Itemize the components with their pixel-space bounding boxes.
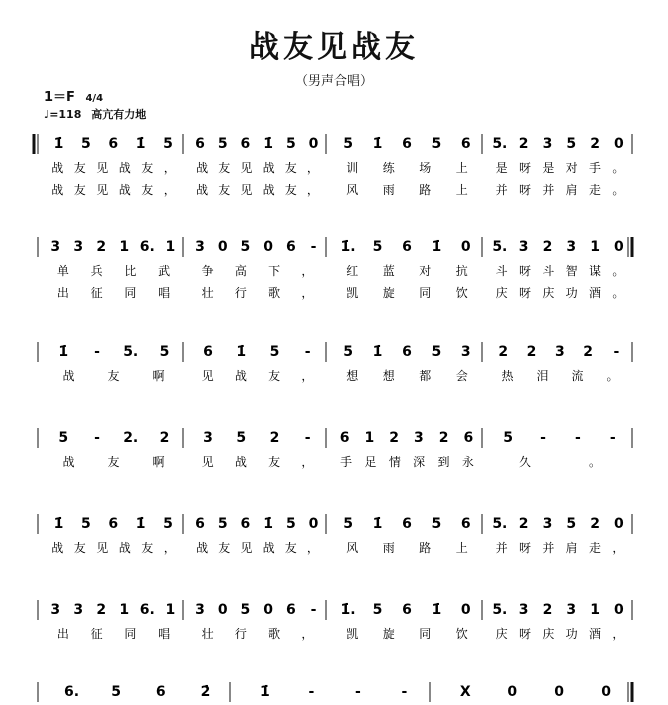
- lyric-char: 肩: [565, 183, 578, 197]
- note: 6: [402, 516, 412, 532]
- lyric-char: 。: [612, 264, 625, 278]
- lyric-char: ，: [301, 627, 314, 641]
- note: 3: [542, 136, 553, 152]
- note: 1̇.: [340, 239, 356, 255]
- lyric-char: 并: [542, 541, 555, 555]
- lyric-char: 手: [588, 161, 602, 175]
- note: 3: [195, 602, 205, 618]
- lyric-char: 庆: [542, 627, 555, 641]
- note: 3: [50, 602, 61, 618]
- note: 3: [554, 344, 565, 360]
- lyric-char: 兵: [90, 264, 103, 278]
- lyric-char: 战: [62, 455, 75, 469]
- note: X: [459, 684, 471, 700]
- note: 1: [165, 602, 176, 618]
- lyric-char: 场: [419, 161, 432, 175]
- lyric-char: 同: [124, 286, 137, 300]
- lyric-char: 庆: [542, 286, 555, 300]
- lyric-char: 情: [388, 455, 401, 469]
- note: 3: [566, 602, 577, 618]
- lyric-char: 上: [455, 161, 468, 175]
- lyric-char: 。: [612, 286, 625, 300]
- key-label: 1＝F: [44, 90, 75, 105]
- lyric-char: 友: [268, 455, 281, 469]
- lyric-char: 战: [62, 369, 75, 383]
- note: 1̇: [372, 516, 383, 532]
- note: 6: [285, 239, 296, 255]
- lyric-char: 武: [158, 264, 171, 278]
- lyric-char: 是: [495, 161, 508, 175]
- note: 2: [526, 344, 537, 360]
- lyric-char: 见: [96, 541, 109, 555]
- note: 1̇: [58, 344, 69, 360]
- note: 2: [542, 239, 553, 255]
- note: 1̇: [372, 136, 383, 152]
- note: 5: [566, 136, 577, 152]
- lyric-char: 友: [284, 161, 297, 175]
- lyric-char: 蓝: [382, 264, 395, 278]
- note: 1: [364, 430, 375, 446]
- lyric-char: 同: [124, 627, 137, 641]
- lyric-char: 并: [542, 183, 555, 197]
- lyric-char: 庆: [495, 627, 508, 641]
- lyric-char: 见: [201, 369, 214, 383]
- lyric-char: 同: [419, 286, 432, 300]
- note: 6.: [139, 239, 155, 255]
- lyric-char: ，: [612, 627, 625, 641]
- note: 6: [402, 239, 412, 255]
- note: 5: [58, 430, 69, 446]
- lyric-char: 行: [234, 627, 247, 641]
- lyric-char: 风: [346, 541, 359, 555]
- lyric-char: 战: [51, 541, 64, 555]
- expression-mark: 高亢有力地: [91, 108, 147, 121]
- note: 2: [389, 430, 399, 446]
- note: 3: [518, 602, 529, 618]
- note: 5: [217, 136, 228, 152]
- note: 5: [240, 239, 251, 255]
- lyric-char: 都: [419, 369, 432, 383]
- lyric-char: 友: [141, 541, 154, 555]
- lyric-char: 呀: [518, 627, 532, 641]
- note: 2: [590, 516, 600, 532]
- lyric-char: 友: [73, 161, 86, 175]
- lyric-char: ，: [306, 541, 319, 555]
- note: 6: [339, 430, 350, 446]
- note: 0: [614, 136, 624, 152]
- lyric-char: 战: [118, 541, 131, 555]
- lyric-char: ，: [163, 161, 176, 175]
- note: 6.: [63, 684, 80, 700]
- note: 1̇: [236, 344, 247, 360]
- note: -: [304, 430, 311, 446]
- note: 6: [402, 136, 412, 152]
- lyric-char: 壮: [201, 627, 214, 641]
- lyric-char: ，: [301, 455, 314, 469]
- lyric-char: 友: [73, 183, 86, 197]
- note: 0: [308, 136, 319, 152]
- note: 5: [159, 344, 170, 360]
- note: 0: [507, 684, 518, 700]
- lyric-char: 呀: [518, 264, 532, 278]
- note: 5: [372, 602, 383, 618]
- lyric-char: 旋: [382, 627, 395, 641]
- note: 5: [343, 344, 353, 360]
- note: 5: [217, 516, 228, 532]
- note: 0: [217, 239, 228, 255]
- note: 1̇: [260, 684, 270, 700]
- note: 6: [155, 684, 166, 700]
- lyric-char: 路: [419, 541, 432, 555]
- note: -: [310, 239, 317, 255]
- note: 3: [195, 239, 205, 255]
- lyric-char: 征: [90, 627, 103, 641]
- lyric-char: 想: [382, 369, 395, 383]
- note: 5: [81, 516, 91, 532]
- lyric-char: 啊: [152, 455, 165, 469]
- note: 1: [590, 602, 600, 618]
- lyric-char: 。: [612, 183, 625, 197]
- note: 2: [96, 602, 107, 618]
- note: 2: [518, 516, 529, 532]
- lyric-char: 单: [56, 264, 69, 278]
- note: 2: [518, 136, 529, 152]
- note: 0: [614, 602, 624, 618]
- subtitle: （男声合唱）: [294, 74, 373, 89]
- note: 5: [163, 516, 173, 532]
- note: 2: [583, 344, 594, 360]
- note: -: [540, 430, 546, 446]
- note: 1: [119, 239, 130, 255]
- lyric-char: 凯: [346, 627, 359, 641]
- lyric-char: 战: [196, 161, 209, 175]
- note: 5.: [492, 136, 508, 152]
- lyric-char: 功: [565, 286, 578, 300]
- note: 1: [165, 239, 176, 255]
- lyric-char: 战: [196, 183, 209, 197]
- note: 6: [195, 516, 205, 532]
- note: 5: [111, 684, 122, 700]
- lyric-char: 永: [461, 455, 474, 469]
- lyric-char: 友: [141, 183, 154, 197]
- lyric-char: 友: [141, 161, 154, 175]
- note: 0: [614, 239, 624, 255]
- lyric-char: 酒: [588, 627, 602, 641]
- note: 1̇: [263, 516, 273, 532]
- note: 5: [343, 136, 353, 152]
- note: 1̇: [53, 136, 64, 152]
- lyric-char: 友: [284, 183, 297, 197]
- lyric-char: 上: [455, 541, 468, 555]
- note: 5: [431, 136, 442, 152]
- lyric-char: 歌: [268, 627, 281, 641]
- lyric-char: 对: [419, 264, 432, 278]
- note: 2.: [123, 430, 139, 446]
- lyric-char: 歌: [268, 286, 281, 300]
- lyric-char: 见: [240, 541, 253, 555]
- lyric-char: 见: [240, 161, 253, 175]
- lyric-char: 见: [240, 183, 253, 197]
- note: 5: [285, 516, 296, 532]
- note: -: [304, 344, 311, 360]
- note: 5.: [492, 516, 508, 532]
- lyric-char: 风: [346, 183, 359, 197]
- lyric-char: 斗: [542, 264, 555, 278]
- lyric-char: ，: [301, 264, 314, 278]
- note: 5: [431, 516, 442, 532]
- note: 1̇: [263, 136, 273, 152]
- lyric-char: 泪: [536, 369, 549, 383]
- note: 3: [203, 430, 213, 446]
- lyric-char: 谋: [588, 264, 602, 278]
- lyric-char: 战: [196, 541, 209, 555]
- lyric-char: 战: [262, 161, 275, 175]
- lyric-char: 战: [118, 161, 131, 175]
- note: 5.: [123, 344, 139, 360]
- note: 5: [343, 516, 353, 532]
- tempo-value: ♩=118: [44, 108, 82, 121]
- note: 6: [240, 516, 251, 532]
- lyric-char: 。: [612, 161, 625, 175]
- note: 5.: [492, 602, 508, 618]
- lyric-char: ，: [163, 183, 176, 197]
- note: -: [613, 344, 620, 360]
- lyric-char: 流: [571, 369, 584, 383]
- lyric-char: 旋: [382, 286, 395, 300]
- note: 6: [402, 602, 412, 618]
- note: -: [355, 684, 361, 700]
- note: 2: [96, 239, 107, 255]
- lyric-char: 想: [346, 369, 359, 383]
- note: 2: [590, 136, 600, 152]
- note: 3: [73, 602, 84, 618]
- lyric-char: 友: [107, 369, 120, 383]
- note: 6: [108, 136, 119, 152]
- note: 3: [542, 516, 553, 532]
- lyric-char: 友: [284, 541, 297, 555]
- note: 1: [119, 602, 130, 618]
- lyric-char: 友: [218, 183, 231, 197]
- note: 5: [240, 602, 251, 618]
- lyric-char: 下: [268, 264, 281, 278]
- note: 0: [460, 602, 471, 618]
- lyric-char: 壮: [201, 286, 214, 300]
- note: -: [609, 430, 616, 446]
- note: 5: [503, 430, 514, 446]
- lyric-char: ，: [301, 286, 314, 300]
- lyric-char: 久: [518, 455, 532, 469]
- page-title: 战友见战友: [249, 30, 419, 65]
- note: 5: [431, 344, 442, 360]
- note: -: [401, 684, 408, 700]
- lyric-char: 征: [90, 286, 103, 300]
- lyric-char: 酒: [588, 286, 602, 300]
- lyric-char: 对: [565, 161, 578, 175]
- lyric-char: 战: [51, 161, 64, 175]
- lyric-char: 走: [588, 183, 602, 197]
- lyric-char: 战: [118, 183, 131, 197]
- note: -: [308, 684, 315, 700]
- lyric-char: 凯: [346, 286, 359, 300]
- note: 1: [590, 239, 600, 255]
- note: 6: [240, 136, 251, 152]
- note: 1̇: [372, 344, 383, 360]
- note: 1̇: [431, 602, 442, 618]
- lyric-char: 友: [107, 455, 120, 469]
- lyric-char: 并: [495, 183, 508, 197]
- lyric-char: ，: [301, 369, 314, 383]
- note: 6: [108, 516, 119, 532]
- note: 5: [566, 516, 577, 532]
- note: 3: [413, 430, 424, 446]
- note: 5: [81, 136, 91, 152]
- lyric-char: 到: [437, 455, 450, 469]
- note: 5.: [492, 239, 508, 255]
- note: 2̇: [200, 684, 211, 700]
- lyric-char: 雨: [382, 183, 395, 197]
- lyric-char: 饮: [455, 286, 468, 300]
- lyric-char: 斗: [495, 264, 508, 278]
- note: 2: [159, 430, 170, 446]
- note: 5: [163, 136, 173, 152]
- lyric-char: 呀: [518, 161, 532, 175]
- note: 0: [217, 602, 228, 618]
- note: 6: [460, 136, 471, 152]
- note: 6: [195, 136, 205, 152]
- lyric-char: 出: [56, 286, 69, 300]
- note: 0: [263, 239, 273, 255]
- note: -: [94, 430, 100, 446]
- note: 6: [285, 602, 296, 618]
- note: 6.: [139, 602, 155, 618]
- lyric-char: 红: [346, 264, 359, 278]
- lyric-char: 智: [565, 264, 578, 278]
- lyric-char: 战: [234, 369, 247, 383]
- note: -: [575, 430, 581, 446]
- lyric-char: 。: [588, 455, 602, 469]
- lyric-char: 呀: [518, 541, 532, 555]
- note: 1̇: [431, 239, 442, 255]
- lyric-char: 战: [262, 541, 275, 555]
- note: -: [94, 344, 100, 360]
- lyric-char: 手: [340, 455, 353, 469]
- lyric-char: 上: [455, 183, 468, 197]
- lyric-char: 饮: [455, 627, 468, 641]
- lyric-char: 行: [234, 286, 247, 300]
- note: 3: [73, 239, 84, 255]
- lyric-char: 庆: [495, 286, 508, 300]
- lyric-char: 功: [565, 627, 578, 641]
- note: 0: [263, 602, 273, 618]
- lyric-char: 深: [413, 455, 426, 469]
- lyric-char: 会: [455, 369, 468, 383]
- note: 3: [566, 239, 577, 255]
- lyric-char: 。: [606, 369, 619, 383]
- note: 6: [203, 344, 213, 360]
- note: 1̇: [53, 516, 64, 532]
- lyric-char: 是: [542, 161, 555, 175]
- lyric-char: 高: [234, 264, 247, 278]
- lyric-char: 唱: [158, 286, 171, 300]
- lyric-char: 同: [419, 627, 432, 641]
- note: 1̇: [135, 136, 146, 152]
- lyric-char: 友: [218, 541, 231, 555]
- lyric-char: 足: [364, 455, 377, 469]
- note: 6: [463, 430, 474, 446]
- lyric-char: 肩: [565, 541, 578, 555]
- lyric-char: 见: [201, 455, 214, 469]
- lyric-char: 战: [51, 183, 64, 197]
- lyric-char: 啊: [152, 369, 165, 383]
- note: 0: [460, 239, 471, 255]
- lyric-char: ，: [612, 541, 625, 555]
- lyric-char: ，: [163, 541, 176, 555]
- lyric-char: 呀: [518, 286, 532, 300]
- note: 1̇: [135, 516, 146, 532]
- note: 0: [614, 516, 624, 532]
- note: 5: [285, 136, 296, 152]
- lyric-char: 友: [73, 541, 86, 555]
- note: 5: [236, 430, 247, 446]
- lyric-char: 并: [495, 541, 508, 555]
- lyric-char: ，: [306, 161, 319, 175]
- lyric-char: 唱: [158, 627, 171, 641]
- time-signature: 4/4: [85, 93, 104, 104]
- lyric-char: 战: [234, 455, 247, 469]
- lyric-char: 战: [262, 183, 275, 197]
- lyric-char: 训: [346, 161, 359, 175]
- note: 2: [438, 430, 449, 446]
- note: 3: [50, 239, 61, 255]
- lyric-char: 见: [96, 183, 109, 197]
- note: 2: [269, 430, 280, 446]
- note: -: [310, 602, 317, 618]
- note: 0: [554, 684, 565, 700]
- note: 0: [308, 516, 319, 532]
- note: 6: [460, 516, 471, 532]
- lyric-char: 出: [56, 627, 69, 641]
- lyric-char: 热: [501, 369, 514, 383]
- note: 2: [542, 602, 553, 618]
- note: 6: [402, 344, 412, 360]
- lyric-char: 路: [419, 183, 432, 197]
- lyric-char: 比: [124, 264, 137, 278]
- note: 2: [498, 344, 509, 360]
- note: 1̇.: [340, 602, 356, 618]
- note: 0: [601, 684, 612, 700]
- note: 3: [460, 344, 471, 360]
- lyric-char: 练: [382, 161, 395, 175]
- note: 5: [269, 344, 280, 360]
- lyric-char: 走: [588, 541, 602, 555]
- lyric-char: ，: [306, 183, 319, 197]
- lyric-char: 友: [218, 161, 231, 175]
- note: 5: [372, 239, 383, 255]
- note: 3: [518, 239, 529, 255]
- lyric-char: 见: [96, 161, 109, 175]
- lyric-char: 友: [268, 369, 281, 383]
- lyric-char: 呀: [518, 183, 532, 197]
- lyric-char: 争: [201, 264, 214, 278]
- lyric-char: 雨: [382, 541, 395, 555]
- lyric-char: 抗: [455, 264, 468, 278]
